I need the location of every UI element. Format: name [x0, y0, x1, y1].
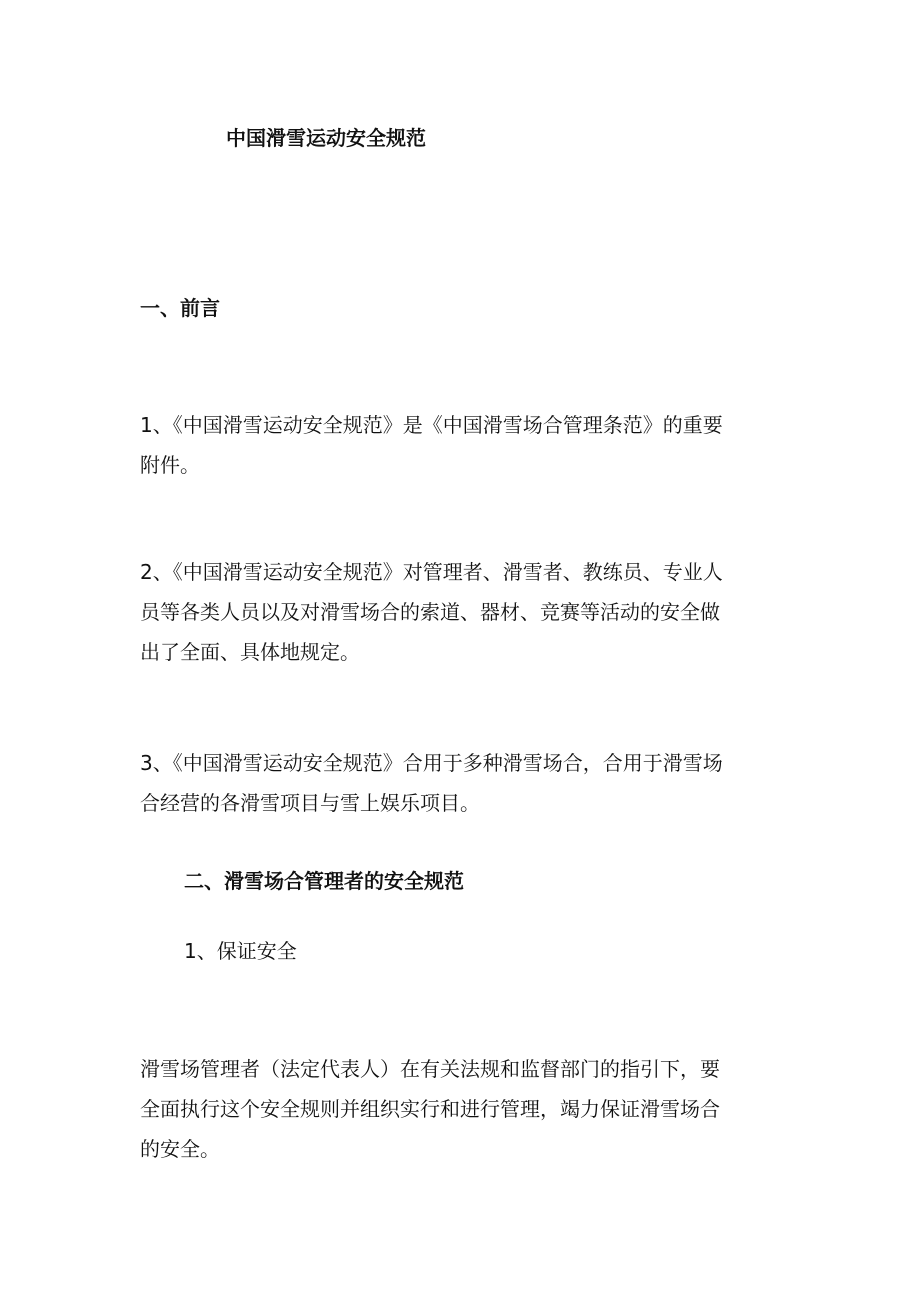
section-heading-manager-safety: 二、滑雪场合管理者的安全规范: [184, 869, 464, 893]
paragraph-item-3: [140, 743, 723, 823]
paragraph-line: 全面执行这个安全规则并组织实行和进行管理，竭力保证滑雪场合: [140, 1097, 720, 1121]
paragraph-line: 1、《中国滑雪运动安全规范》是《中国滑雪场合管理条范》的重要: [140, 413, 723, 437]
document-title: 中国滑雪运动安全规范: [226, 126, 426, 150]
paragraph-item-1: [140, 405, 723, 485]
section-heading-preface: 一、前言: [140, 296, 220, 320]
paragraph-line: 的安全。: [140, 1137, 220, 1161]
paragraph-line: 附件。: [140, 453, 200, 477]
paragraph-line: 合经营的各滑雪项目与雪上娱乐项目。: [140, 791, 480, 815]
paragraph-manager-duty: [140, 1049, 720, 1169]
paragraph-item-2: [140, 552, 723, 672]
paragraph-line: 3、《中国滑雪运动安全规范》合用于多种滑雪场合，合用于滑雪场: [140, 751, 723, 775]
paragraph-line: 滑雪场管理者（法定代表人）在有关法规和监督部门的指引下，要: [140, 1057, 720, 1081]
paragraph-line: 员等各类人员以及对滑雪场合的索道、器材、竞赛等活动的安全做: [140, 600, 720, 624]
subsection-heading-ensure-safety: 1、保证安全: [184, 939, 297, 963]
paragraph-line: 出了全面、具体地规定。: [140, 640, 360, 664]
paragraph-line: 2、《中国滑雪运动安全规范》对管理者、滑雪者、教练员、专业人: [140, 560, 723, 584]
